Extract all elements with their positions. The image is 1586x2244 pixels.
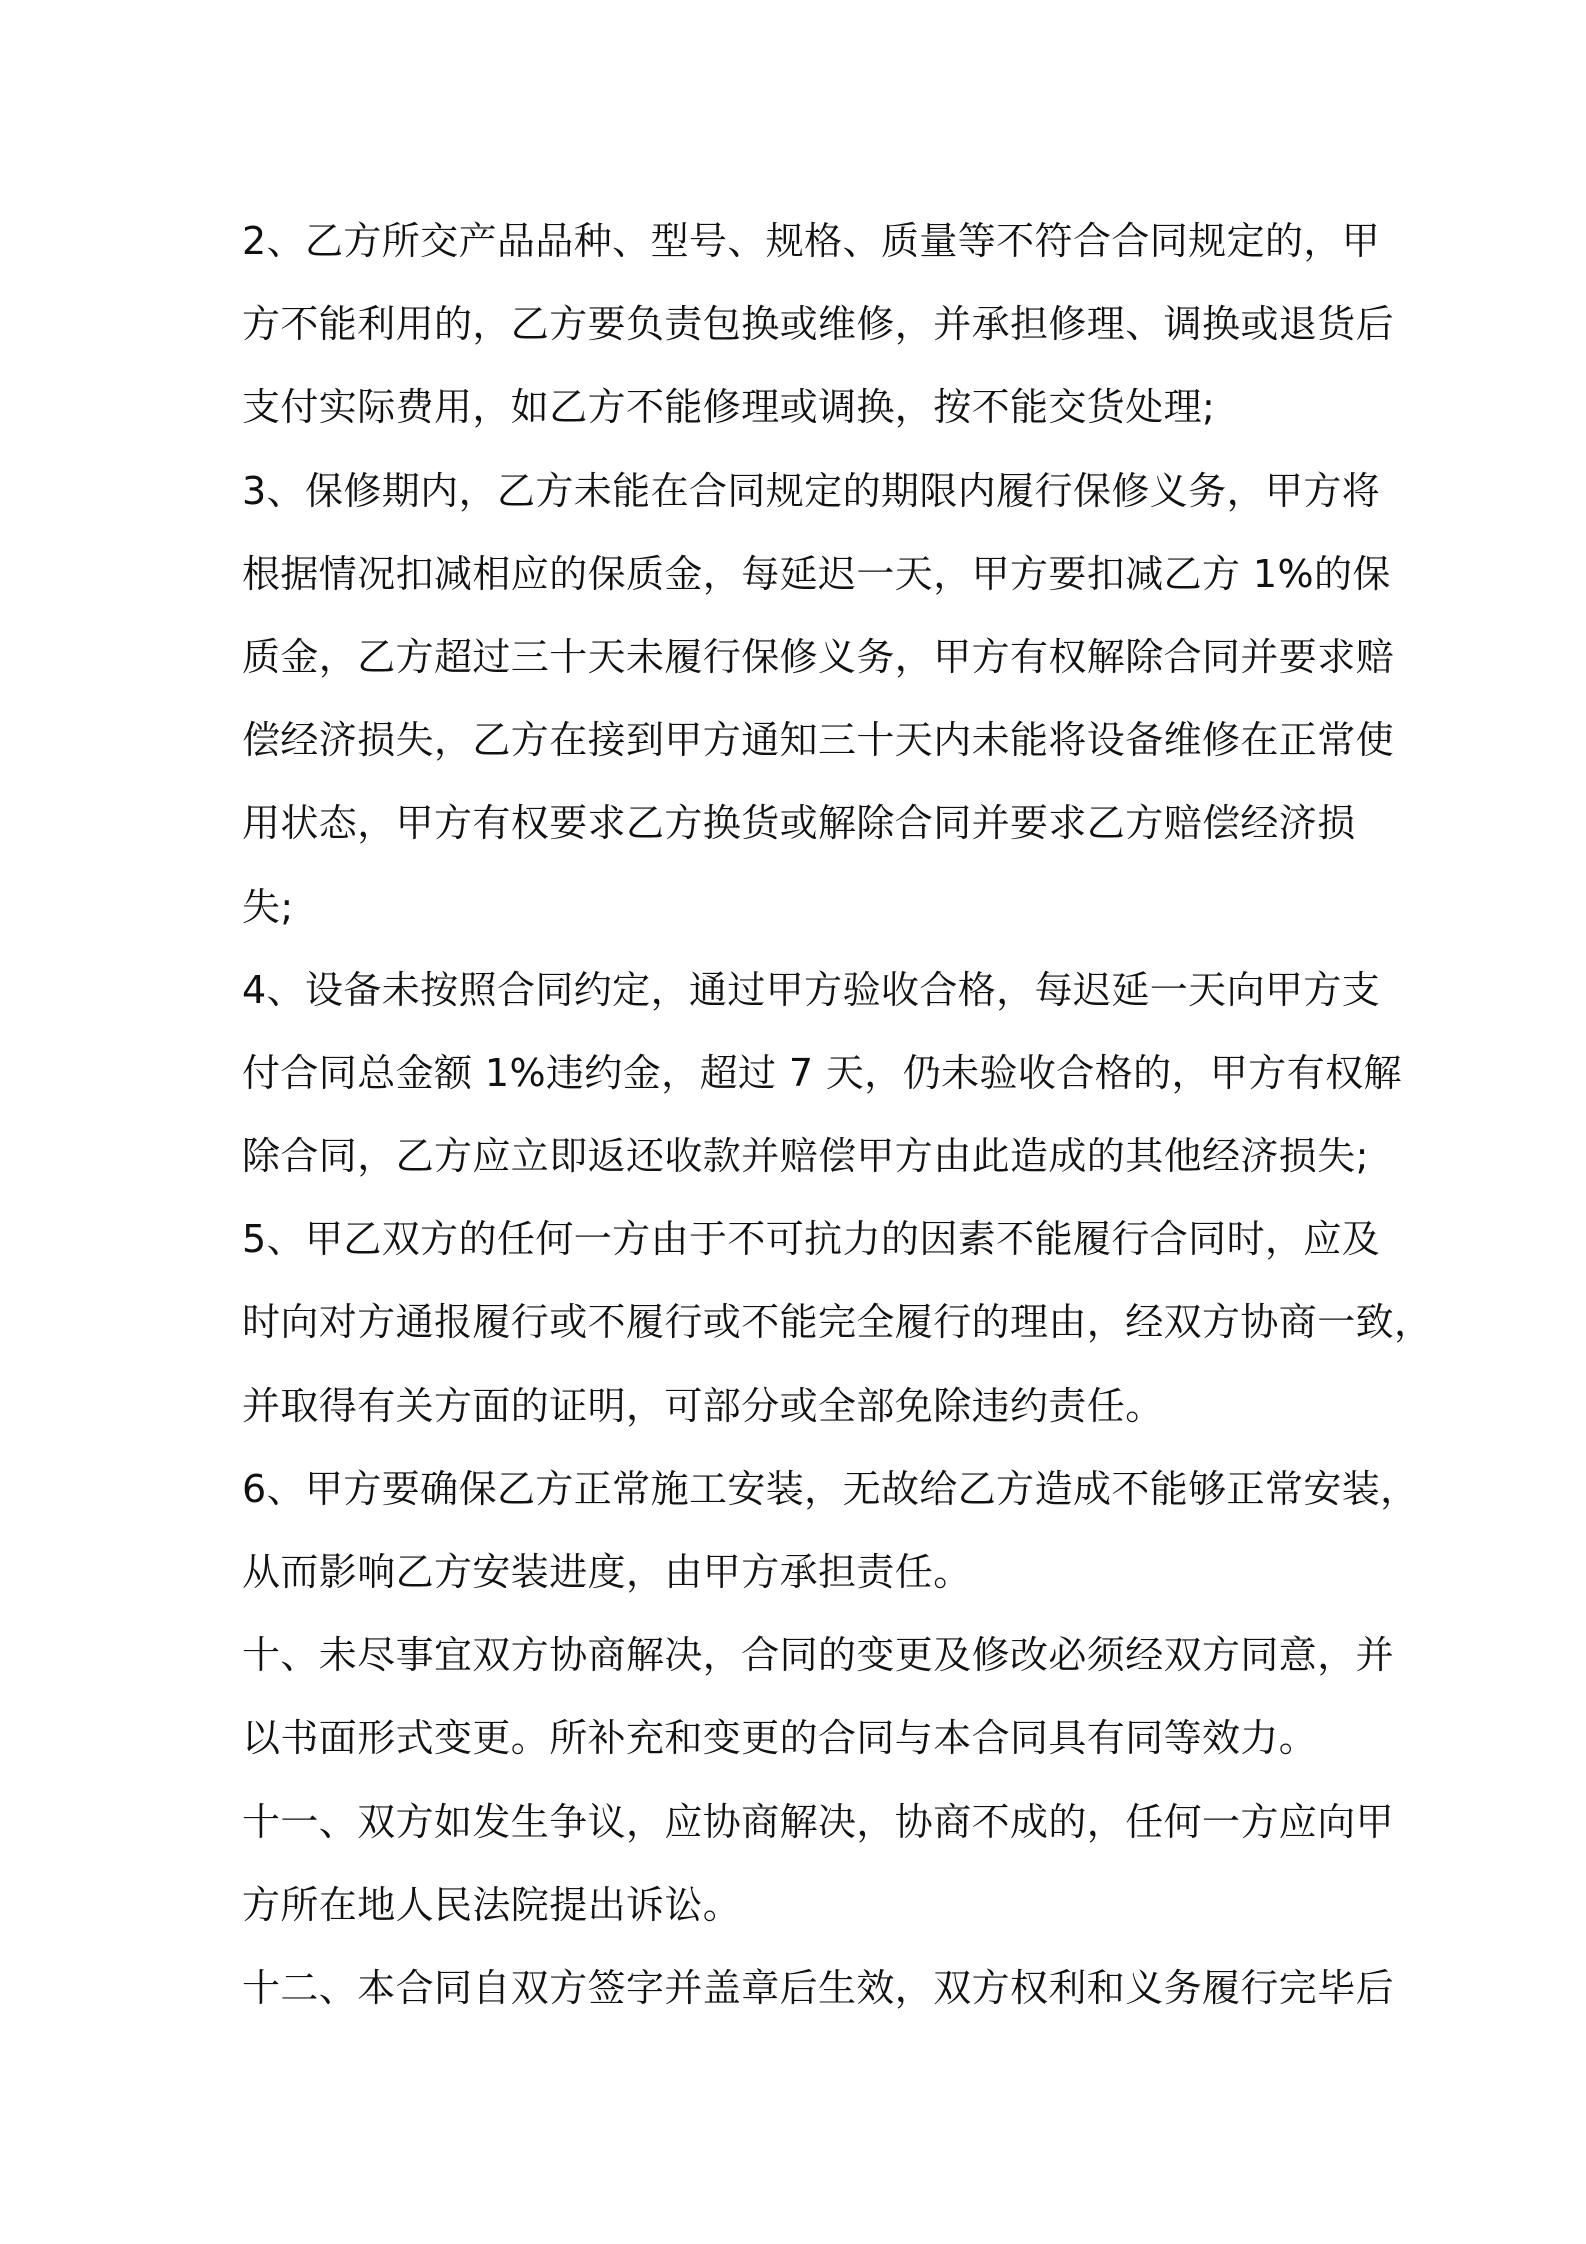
text-line: 时向对方通报履行或不履行或不能完全履行的理由，经双方协商一致， xyxy=(242,1300,1433,1345)
text-line: 偿经济损失，乙方在接到甲方通知三十天内未能将设备维修在正常使 xyxy=(242,718,1395,763)
text-line: 方所在地人民法院提出诉讼。 xyxy=(242,1882,742,1927)
text-line: 从而影响乙方安装进度，由甲方承担责任。 xyxy=(242,1550,972,1594)
text-line: 十二、本合同自双方签字并盖章后生效，双方权利和义务履行完毕后 xyxy=(242,1965,1395,2010)
text-line: 除合同，乙方应立即返还收款并赔偿甲方由此造成的其他经济损失; xyxy=(242,1134,1369,1179)
text-line: 以书面形式变更。所补充和变更的合同与本合同具有同等效力。 xyxy=(242,1716,1318,1761)
text-line: 用状态，甲方有权要求乙方换货或解除合同并要求乙方赔偿经济损 xyxy=(242,801,1356,846)
text-line: 2、乙方所交产品品种、型号、规格、质量等不符合合同规定的，甲 xyxy=(242,219,1381,263)
text-line: 失; xyxy=(242,884,294,929)
text-line: 并取得有关方面的证明，可部分或全部免除违约责任。 xyxy=(242,1383,1164,1428)
text-line: 方不能利用的，乙方要负责包换或维修，并承担修理、调换或退货后 xyxy=(242,302,1395,347)
text-line: 6、甲方要确保乙方正常施工安装，无故给乙方造成不能够正常安装， xyxy=(242,1466,1419,1511)
text-line: 付合同总金额 1%违约金，超过 7 天，仍未验收合格的，甲方有权解 xyxy=(242,1050,1402,1095)
text-line: 根据情况扣减相应的保质金，每延迟一天，甲方要扣减乙方 1%的保 xyxy=(242,551,1391,596)
text-line: 十、未尽事宜双方协商解决，合同的变更及修改必须经双方同意，并 xyxy=(242,1633,1395,1678)
contract-text xyxy=(242,200,1433,2030)
text-line: 3、保修期内，乙方未能在合同规定的期限内履行保修义务，甲方将 xyxy=(242,468,1381,513)
text-line: 5、甲乙双方的任何一方由于不可抗力的因素不能履行合同时，应及 xyxy=(242,1217,1381,1262)
text-line: 4、设备未按照合同约定，通过甲方验收合格，每迟延一天向甲方支 xyxy=(242,967,1381,1012)
text-line: 支付实际费用，如乙方不能修理或调换，按不能交货处理; xyxy=(242,385,1216,430)
text-line: 十一、双方如发生争议，应协商解决，协商不成的，任何一方应向甲 xyxy=(242,1799,1395,1844)
text-line: 质金，乙方超过三十天未履行保修义务，甲方有权解除合同并要求赔 xyxy=(242,634,1395,679)
